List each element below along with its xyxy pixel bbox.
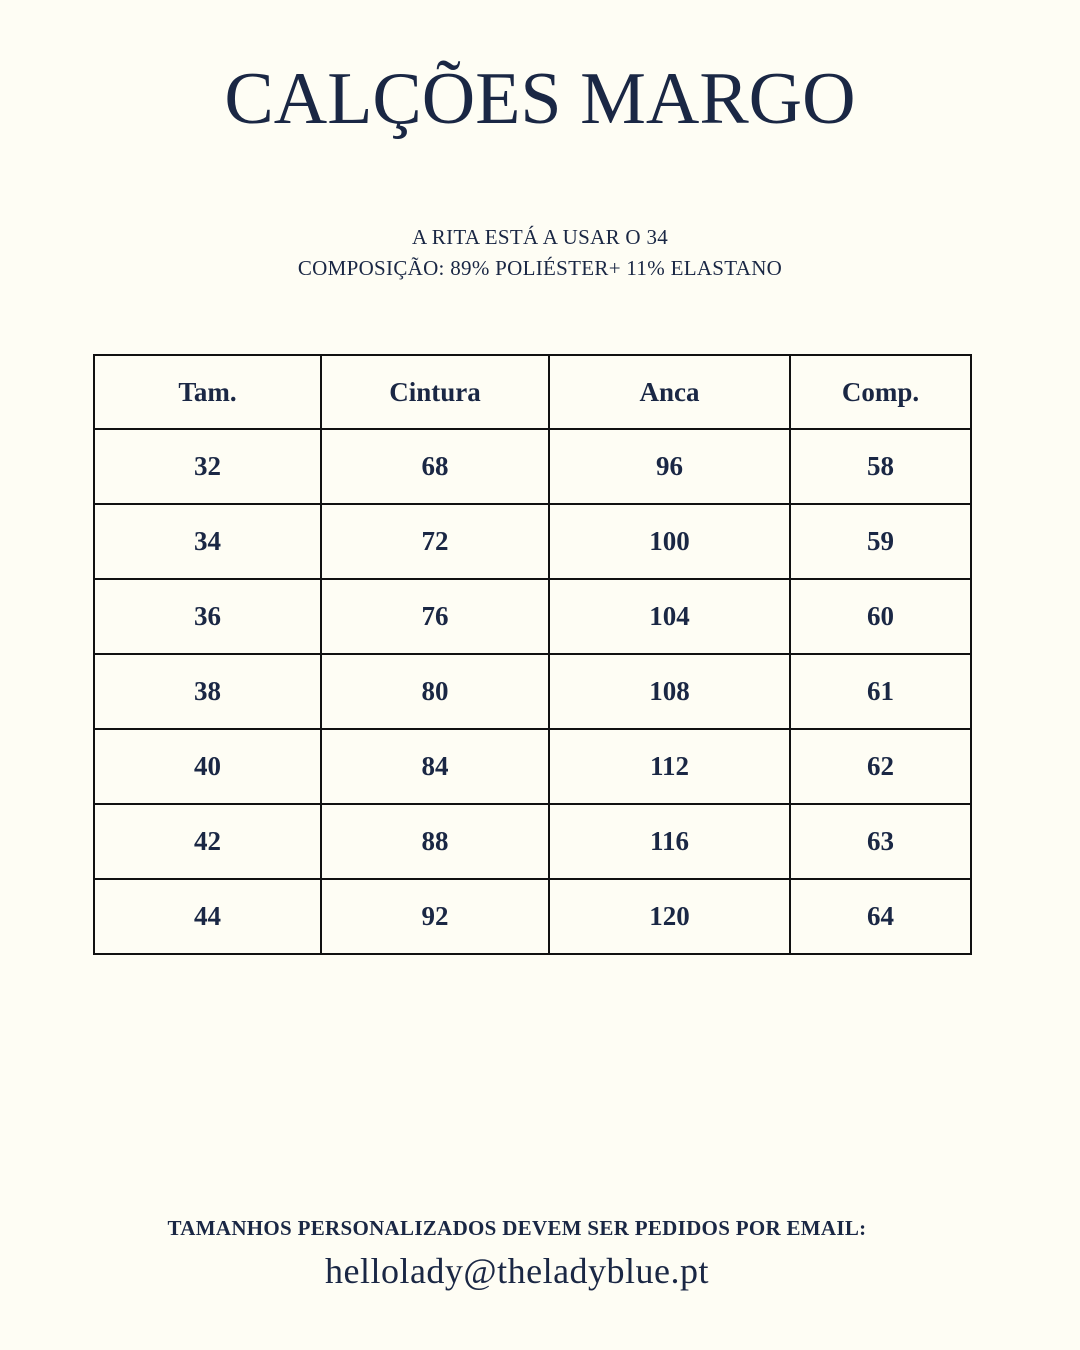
table-cell: 72 (321, 504, 549, 579)
table-row (94, 504, 971, 579)
table-cell: 58 (790, 429, 971, 504)
header-size: Tam. (94, 355, 321, 429)
table-cell: 112 (549, 729, 790, 804)
table-row (94, 729, 971, 804)
table-cell: 44 (94, 879, 321, 954)
custom-size-note: TAMANHOS PERSONALIZADOS DEVEM SER PEDIDOS POR EMAIL: (167, 1216, 867, 1240)
product-info (0, 222, 1080, 284)
header-waist: Cintura (321, 355, 549, 429)
table-row (94, 804, 971, 879)
table-cell: 40 (94, 729, 321, 804)
composition-note: COMPOSIÇÃO: 89% POLIÉSTER+ 11% ELASTANO (297, 256, 783, 280)
table-cell: 64 (790, 879, 971, 954)
table-cell: 59 (790, 504, 971, 579)
table-cell: 108 (549, 654, 790, 729)
table-cell: 68 (321, 429, 549, 504)
table-row (94, 429, 971, 504)
table-cell: 88 (321, 804, 549, 879)
model-size-note: A RITA ESTÁ A USAR O 34 (411, 225, 669, 249)
table-row (94, 879, 971, 954)
table-cell: 104 (549, 579, 790, 654)
table-cell: 92 (321, 879, 549, 954)
table-cell: 61 (790, 654, 971, 729)
table-cell: 84 (321, 729, 549, 804)
table-cell: 42 (94, 804, 321, 879)
table-cell: 120 (549, 879, 790, 954)
table-cell: 32 (94, 429, 321, 504)
table-cell: 60 (790, 579, 971, 654)
table-cell: 34 (94, 504, 321, 579)
table-cell: 80 (321, 654, 549, 729)
header-hip: Anca (549, 355, 790, 429)
page-title: CALÇÕES MARGO (224, 58, 856, 140)
size-chart-table (93, 354, 972, 955)
table-cell: 38 (94, 654, 321, 729)
contact-email: hellolady@theladyblue.pt (324, 1251, 710, 1291)
table-header-row (94, 355, 971, 429)
header-length: Comp. (790, 355, 971, 429)
table-cell: 36 (94, 579, 321, 654)
table-row (94, 579, 971, 654)
table-cell: 76 (321, 579, 549, 654)
table-cell: 100 (549, 504, 790, 579)
table-cell: 96 (549, 429, 790, 504)
table-row (94, 654, 971, 729)
table-cell: 116 (549, 804, 790, 879)
table-cell: 63 (790, 804, 971, 879)
table-cell: 62 (790, 729, 971, 804)
